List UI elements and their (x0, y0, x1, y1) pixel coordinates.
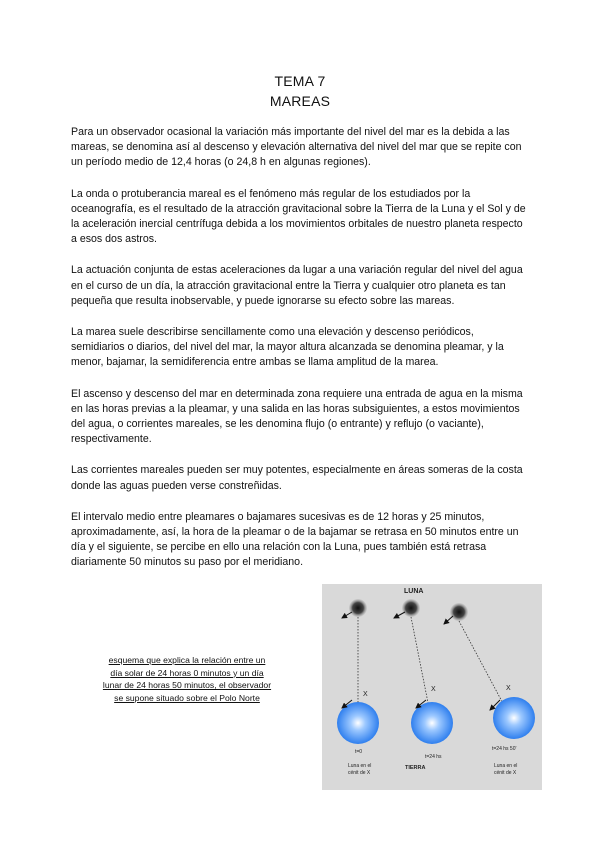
caption-line: esquema que explica la relación entre un (108, 655, 266, 665)
tide-diagram-svg (322, 584, 542, 790)
observer-mark: X (431, 686, 436, 693)
paragraph: La actuación conjunta de estas aceleraciones da lugar a una variación regular del nivel del agua en el curso de un día, la atracción gravitacional entre la Tierra y cualquier otro planeta es tan pequeña que resulta inobservable, y puede ignorarse su efecto sobre las mareas. (71, 264, 523, 307)
page-title: TEMA 7 (274, 73, 326, 89)
moon-icon (349, 599, 367, 617)
caption-line: se supone situado sobre el Polo Norte (114, 692, 260, 703)
observer-mark: X (363, 691, 368, 698)
moon-note: Luna en el (348, 763, 372, 769)
paragraph: Las corrientes mareales pueden ser muy potentes, especialmente en áreas someras de la costa donde las aguas pueden verse constreñidas. (71, 464, 523, 492)
figure-caption (82, 654, 292, 704)
page-subtitle: MAREAS (269, 93, 331, 109)
moon-note: Luna en el (494, 763, 518, 769)
paragraph: La onda o protuberancia mareal es el fenómeno más regular de los estudiados por la oceanografía, es el resultado de la atracción gravitacional sobre la Tierra de la Luna y el Sol y de la aceleración inercial centrífuga debida a los movimientos orbitales de nuestro planeta respecto a esos dos astros. (71, 187, 526, 246)
observer-mark: X (506, 685, 511, 692)
moon-icon (402, 599, 420, 617)
paragraph: El intervalo medio entre pleamares o bajamares sucesivas es de 12 horas y 25 minutos, aproximadamente, así, la hora de la pleamar o de la bajamar se retrasa en 50 minutos entre un día y el siguiente, se percibe en ello una relación con la Luna, pues también está retrasa diariamente 50 minutos su paso por el meridiano. (71, 510, 519, 569)
earth-icon (337, 702, 379, 744)
paragraph: La marea suele describirse sencillamente como una elevación y descenso periódicos, semidiarios o diarios, del nivel del mar, la mayor altura alcanzada se denomina pleamar, y la menor, bajamar, la semidiferencia entre ambas se llama amplitud de la marea. (71, 326, 504, 369)
moon-note: cénit de X (348, 770, 371, 776)
time-label: t=24 hs 50' (492, 746, 517, 752)
paragraph: El ascenso y descenso del mar en determinada zona requiere una entrada de agua en la misma en las horas previas a la pleamar, y una salida en las horas subsiguientes, a estos movimientos del agua, o corrientes mareales, se les denomina flujo (o entrante) y reflujo (o vaciante), respectivamente. (71, 387, 523, 446)
caption-line: día solar de 24 horas 0 minutos y un día (110, 667, 264, 678)
moon-icon (450, 603, 468, 621)
tide-diagram (322, 584, 542, 790)
earth-label: TIERRA (405, 765, 426, 771)
paragraph: Para un observador ocasional la variación más importante del nivel del mar es la debida a las mareas, se denomina así al descenso y elevación alternativa del nivel del mar que se repite con un período medio de 12,4 horas (o 24,8 h en algunas regiones). (71, 126, 522, 169)
moon-label: LUNA (404, 588, 424, 595)
moon-note: cénit de X (494, 770, 517, 776)
time-label: t=0 (355, 749, 363, 755)
time-label: t=24 hs (425, 754, 442, 760)
document-body (71, 125, 529, 587)
earth-icon (493, 697, 535, 739)
earth-icon (411, 702, 453, 744)
caption-line: lunar de 24 horas 50 minutos, el observador (102, 680, 272, 691)
